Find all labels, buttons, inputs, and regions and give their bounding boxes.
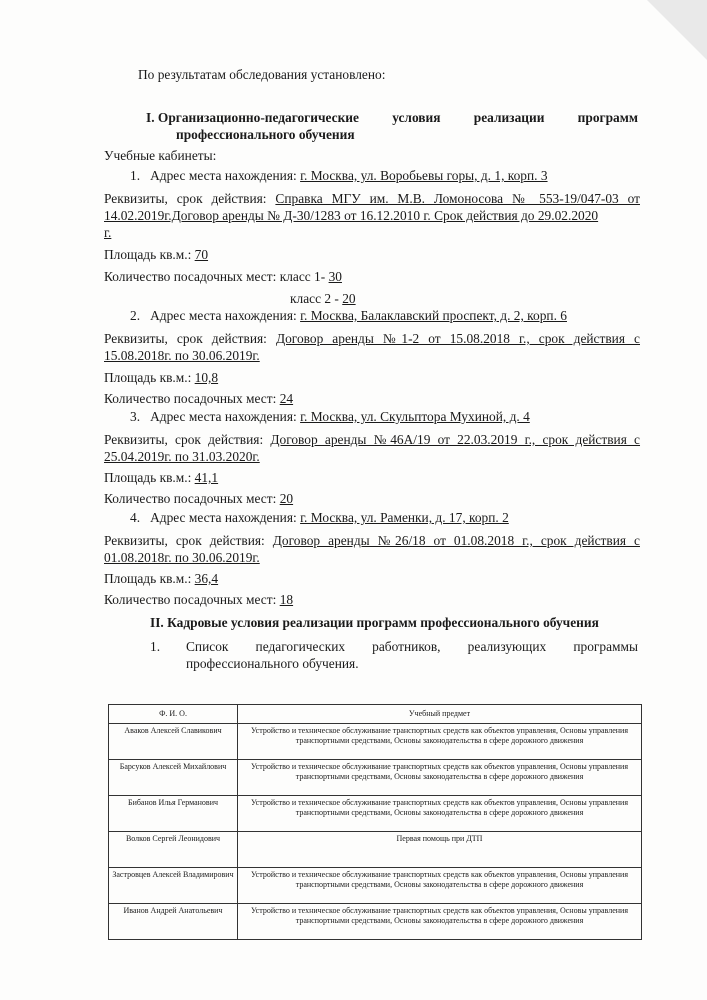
table-row [109, 796, 642, 832]
intro-text: По результатам обследования установлено: [138, 67, 386, 82]
section2-item-line1: Список педагогических работников, реализующих программы [186, 639, 638, 654]
table-row [109, 868, 642, 904]
address-3: 3. Адрес места нахождения: г. Москва, ул. Скульптора Мухиной, д. 4 [130, 409, 530, 424]
requisites-1-line3: г. [104, 225, 112, 240]
requisites-2-line2: 15.08.2018г. по 30.06.2019г. [104, 348, 260, 363]
row-subject: Устройство и техническое обслуживание транспортных средств как объектов управления, Основы управления транспортными средствами, Основы законодательства в сфере дорожного движения [238, 868, 642, 904]
area-3: Площадь кв.м.: 41,1 [104, 470, 219, 485]
area-1: Площадь кв.м.: 70 [104, 247, 209, 262]
address-2: 2. Адрес места нахождения: г. Москва, Балаклавский проспект, д. 2, корп. 6 [130, 308, 567, 323]
requisites-2-line1: Реквизиты, срок действия: Договор аренды №1-2 от 15.08.2018 г., срок действия с [104, 331, 640, 346]
requisites-3-line2: 25.04.2019г. по 31.03.2020г. [104, 449, 260, 464]
row-name: Бибанов Илья Германович [109, 796, 238, 832]
section2-item-num: 1. [150, 639, 161, 654]
row-subject: Устройство и техническое обслуживание транспортных средств как объектов управления, Основы управления транспортными средствами, Основы законодательства в сфере дорожного движения [238, 796, 642, 832]
row-subject: Устройство и техническое обслуживание транспортных средств как объектов управления, Основы управления транспортными средствами, Основы законодательства в сфере дорожного движения [238, 760, 642, 796]
subhead-classrooms: Учебные кабинеты: [104, 148, 217, 163]
requisites-4-line1: Реквизиты, срок действия: Договор аренды №26/18 от 01.08.2018 г., срок действия с [104, 533, 640, 548]
row-name: Волков Сергей Леонидович [109, 832, 238, 868]
section1-title-line2: профессионального обучения [176, 127, 355, 142]
table-header-row [109, 705, 642, 724]
seats-1: Количество посадочных мест: класс 1- 30 [104, 269, 342, 284]
requisites-1-line2: 14.02.2019г.Договор аренды № Д-30/1283 от 16.12.2010 г. Срок действия до 29.02.2020 [104, 208, 599, 223]
section2-item-line2: профессионального обучения. [186, 656, 359, 671]
page-fold [647, 0, 707, 60]
header-subject: Учебный предмет [238, 705, 642, 724]
seats-2: Количество посадочных мест: 24 [104, 391, 294, 406]
table-row [109, 832, 642, 868]
staff-table [108, 704, 642, 940]
row-subject: Устройство и техническое обслуживание транспортных средств как объектов управления, Основы управления транспортными средствами, Основы законодательства в сфере дорожного движения [238, 904, 642, 940]
area-4: Площадь кв.м.: 36,4 [104, 571, 219, 586]
header-fio: Ф. И. О. [109, 705, 238, 724]
requisites-4-line2: 01.08.2018г. по 30.06.2019г. [104, 550, 260, 565]
table-row [109, 724, 642, 760]
area-2: Площадь кв.м.: 10,8 [104, 370, 219, 385]
address-1: 1. Адрес места нахождения: г. Москва, ул. Воробьевы горы, д. 1, корп. 3 [130, 168, 548, 183]
section2-title: II. Кадровые условия реализации программ профессионального обучения [150, 615, 599, 630]
row-name: Иванов Андрей Анатольевич [109, 904, 238, 940]
row-subject: Первая помощь при ДТП [238, 832, 642, 868]
seats-1-class2: класс 2 - 20 [290, 291, 356, 306]
address-4: 4. Адрес места нахождения: г. Москва, ул. Раменки, д. 17, корп. 2 [130, 510, 509, 525]
requisites-1-line1: Реквизиты, срок действия: Справка МГУ им. М.В. Ломоносова № 553-19/047-03 от [104, 191, 640, 206]
row-name: Барсуков Алексей Михайлович [109, 760, 238, 796]
section1-title: I. Организационно-педагогические условия реализации программ [146, 110, 638, 125]
seats-4: Количество посадочных мест: 18 [104, 592, 294, 607]
table-row [109, 904, 642, 940]
row-subject: Устройство и техническое обслуживание транспортных средств как объектов управления, Основы управления транспортными средствами, Основы законодательства в сфере дорожного движения [238, 724, 642, 760]
row-name: Аваков Алексей Славикович [109, 724, 238, 760]
row-name: Застровцев Алексей Владимирович [109, 868, 238, 904]
table-row [109, 760, 642, 796]
seats-3: Количество посадочных мест: 20 [104, 491, 294, 506]
requisites-3-line1: Реквизиты, срок действия: Договор аренды №46А/19 от 22.03.2019 г., срок действия с [104, 432, 641, 447]
